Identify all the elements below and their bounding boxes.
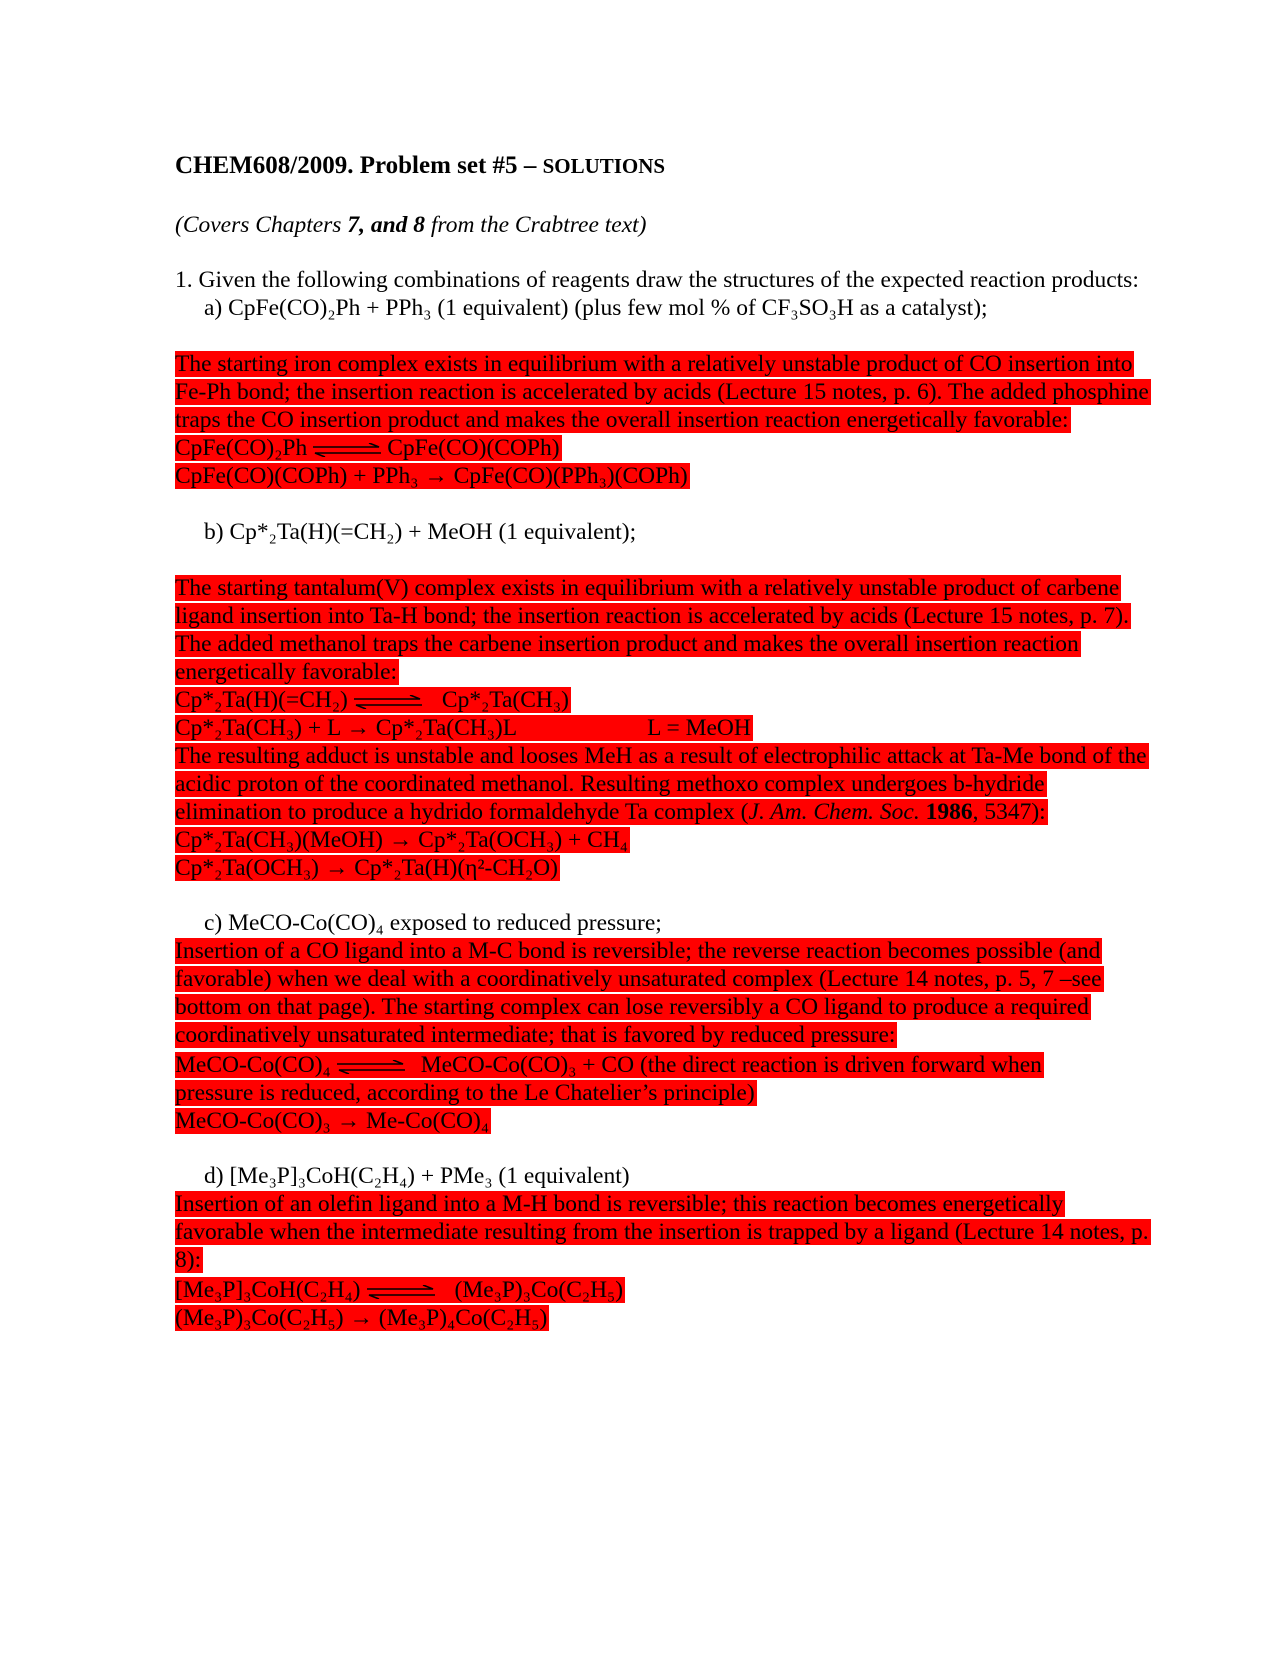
equation-1c-migration: MeCO-Co(CO)₃ → Me-Co(CO)₄ [175,1108,490,1134]
equation-1a-equilibrium: CpFe(CO)₂Ph CpFe(CO)(COPh) [175,435,560,461]
equation-1a-trap: CpFe(CO)(COPh) + PPh₃ → CpFe(CO)(PPh₃)(COPh) [175,463,688,489]
page-title: CHEM608/2009. Problem set #5 – SOLUTIONS [175,152,666,179]
question-1a-prompt: a) CpFe(CO)₂Ph + PPh₃ (1 equivalent) (plus few mol % of CF₃SO₃H as a catalyst); [204,295,988,321]
answer-1a-line: traps the CO insertion product and makes the overall insertion reaction energetically favorable: [175,407,1069,433]
equation-1c-equilibrium: MeCO-Co(CO)₄ MeCO-Co(CO)₃ + CO (the direct reaction is driven forward when [175,1052,1042,1078]
answer-1d-line: Insertion of an olefin ligand into a M-H bond is reversible; this reaction becomes energetically [175,1191,1064,1217]
answer-1b-line: ligand insertion into Ta-H bond; the insertion reaction is accelerated by acids (Lecture 15 notes, p. 7). [175,603,1129,629]
answer-1c-line: Insertion of a CO ligand into a M-C bond is reversible; the reverse reaction becomes possible (and [175,938,1101,964]
equation-1d-trap: (Me₃P)₃Co(C₂H₅) → (Me₃P)₄Co(C₂H₅) [175,1305,548,1331]
answer-1b-line: The resulting adduct is unstable and looses MeH as a result of electrophilic attack at Ta-Me bond of the [175,743,1147,769]
answer-1b-line: energetically favorable: [175,659,398,685]
equilibrium-arrow-icon [352,695,424,709]
answer-1c-line: pressure is reduced, according to the Le Chatelier’s principle) [175,1080,755,1106]
equilibrium-arrow-icon [335,1060,407,1074]
equilibrium-arrow-icon [365,1285,437,1299]
answer-1b-line: acidic proton of the coordinated methanol. Resulting methoxo complex undergoes b-hydride [175,771,1045,797]
answer-1b-line: The starting tantalum(V) complex exists in equilibrium with a relatively unstable product of carbene [175,575,1120,601]
answer-1d-line: 8): [175,1247,202,1273]
cover-note: (Covers Chapters 7, and 8 from the Crabtree text) [175,212,647,238]
question-1d-prompt: d) [Me₃P]₃CoH(C₂H₄) + PMe₃ (1 equivalent) [204,1163,630,1189]
equilibrium-arrow-icon [311,443,383,457]
question-1-intro: 1. Given the following combinations of reagents draw the structures of the expected reaction products: [175,267,1139,293]
answer-1d-line: favorable when the intermediate resulting from the insertion is trapped by a ligand (Lecture 14 notes, p. [175,1219,1149,1245]
equation-1d-equilibrium: [Me₃P]₃CoH(C₂H₄) (Me₃P)₃Co(C₂H₅) [175,1277,624,1303]
answer-1b-line: The added methanol traps the carbene insertion product and makes the overall insertion reaction [175,631,1079,657]
equation-1b-hydride: Cp*₂Ta(OCH₃) → Cp*₂Ta(H)(η²-CH₂O) [175,855,558,881]
equation-1b-elimination: Cp*₂Ta(CH₃)(MeOH) → Cp*₂Ta(OCH₃) + CH₄ [175,827,628,853]
equation-1b-equilibrium: Cp*₂Ta(H)(=CH₂) Cp*₂Ta(CH₃) [175,687,569,713]
answer-1b-citation-line: elimination to produce a hydrido formaldehyde Ta complex (J. Am. Chem. Soc. 1986, 5347): [175,799,1046,825]
answer-1c-line: coordinatively unsaturated intermediate; that is favored by reduced pressure: [175,1022,896,1048]
answer-1a-line: The starting iron complex exists in equilibrium with a relatively unstable product of CO insertion into [175,351,1133,377]
answer-1a-line: Fe-Ph bond; the insertion reaction is accelerated by acids (Lecture 15 notes, p. 6). The added phosphine [175,379,1149,405]
question-1c-prompt: c) MeCO-Co(CO)₄ exposed to reduced pressure; [204,910,662,936]
equation-1b-adduct: Cp*₂Ta(CH₃) + L → Cp*₂Ta(CH₃)L L = MeOH [175,715,751,741]
answer-1c-line: bottom on that page). The starting complex can lose reversibly a CO ligand to produce a required [175,994,1089,1020]
question-1b-prompt: b) Cp*₂Ta(H)(=CH₂) + MeOH (1 equivalent); [204,519,637,545]
answer-1c-line: favorable) when we deal with a coordinatively unsaturated complex (Lecture 14 notes, p. 5, 7 –see [175,966,1102,992]
